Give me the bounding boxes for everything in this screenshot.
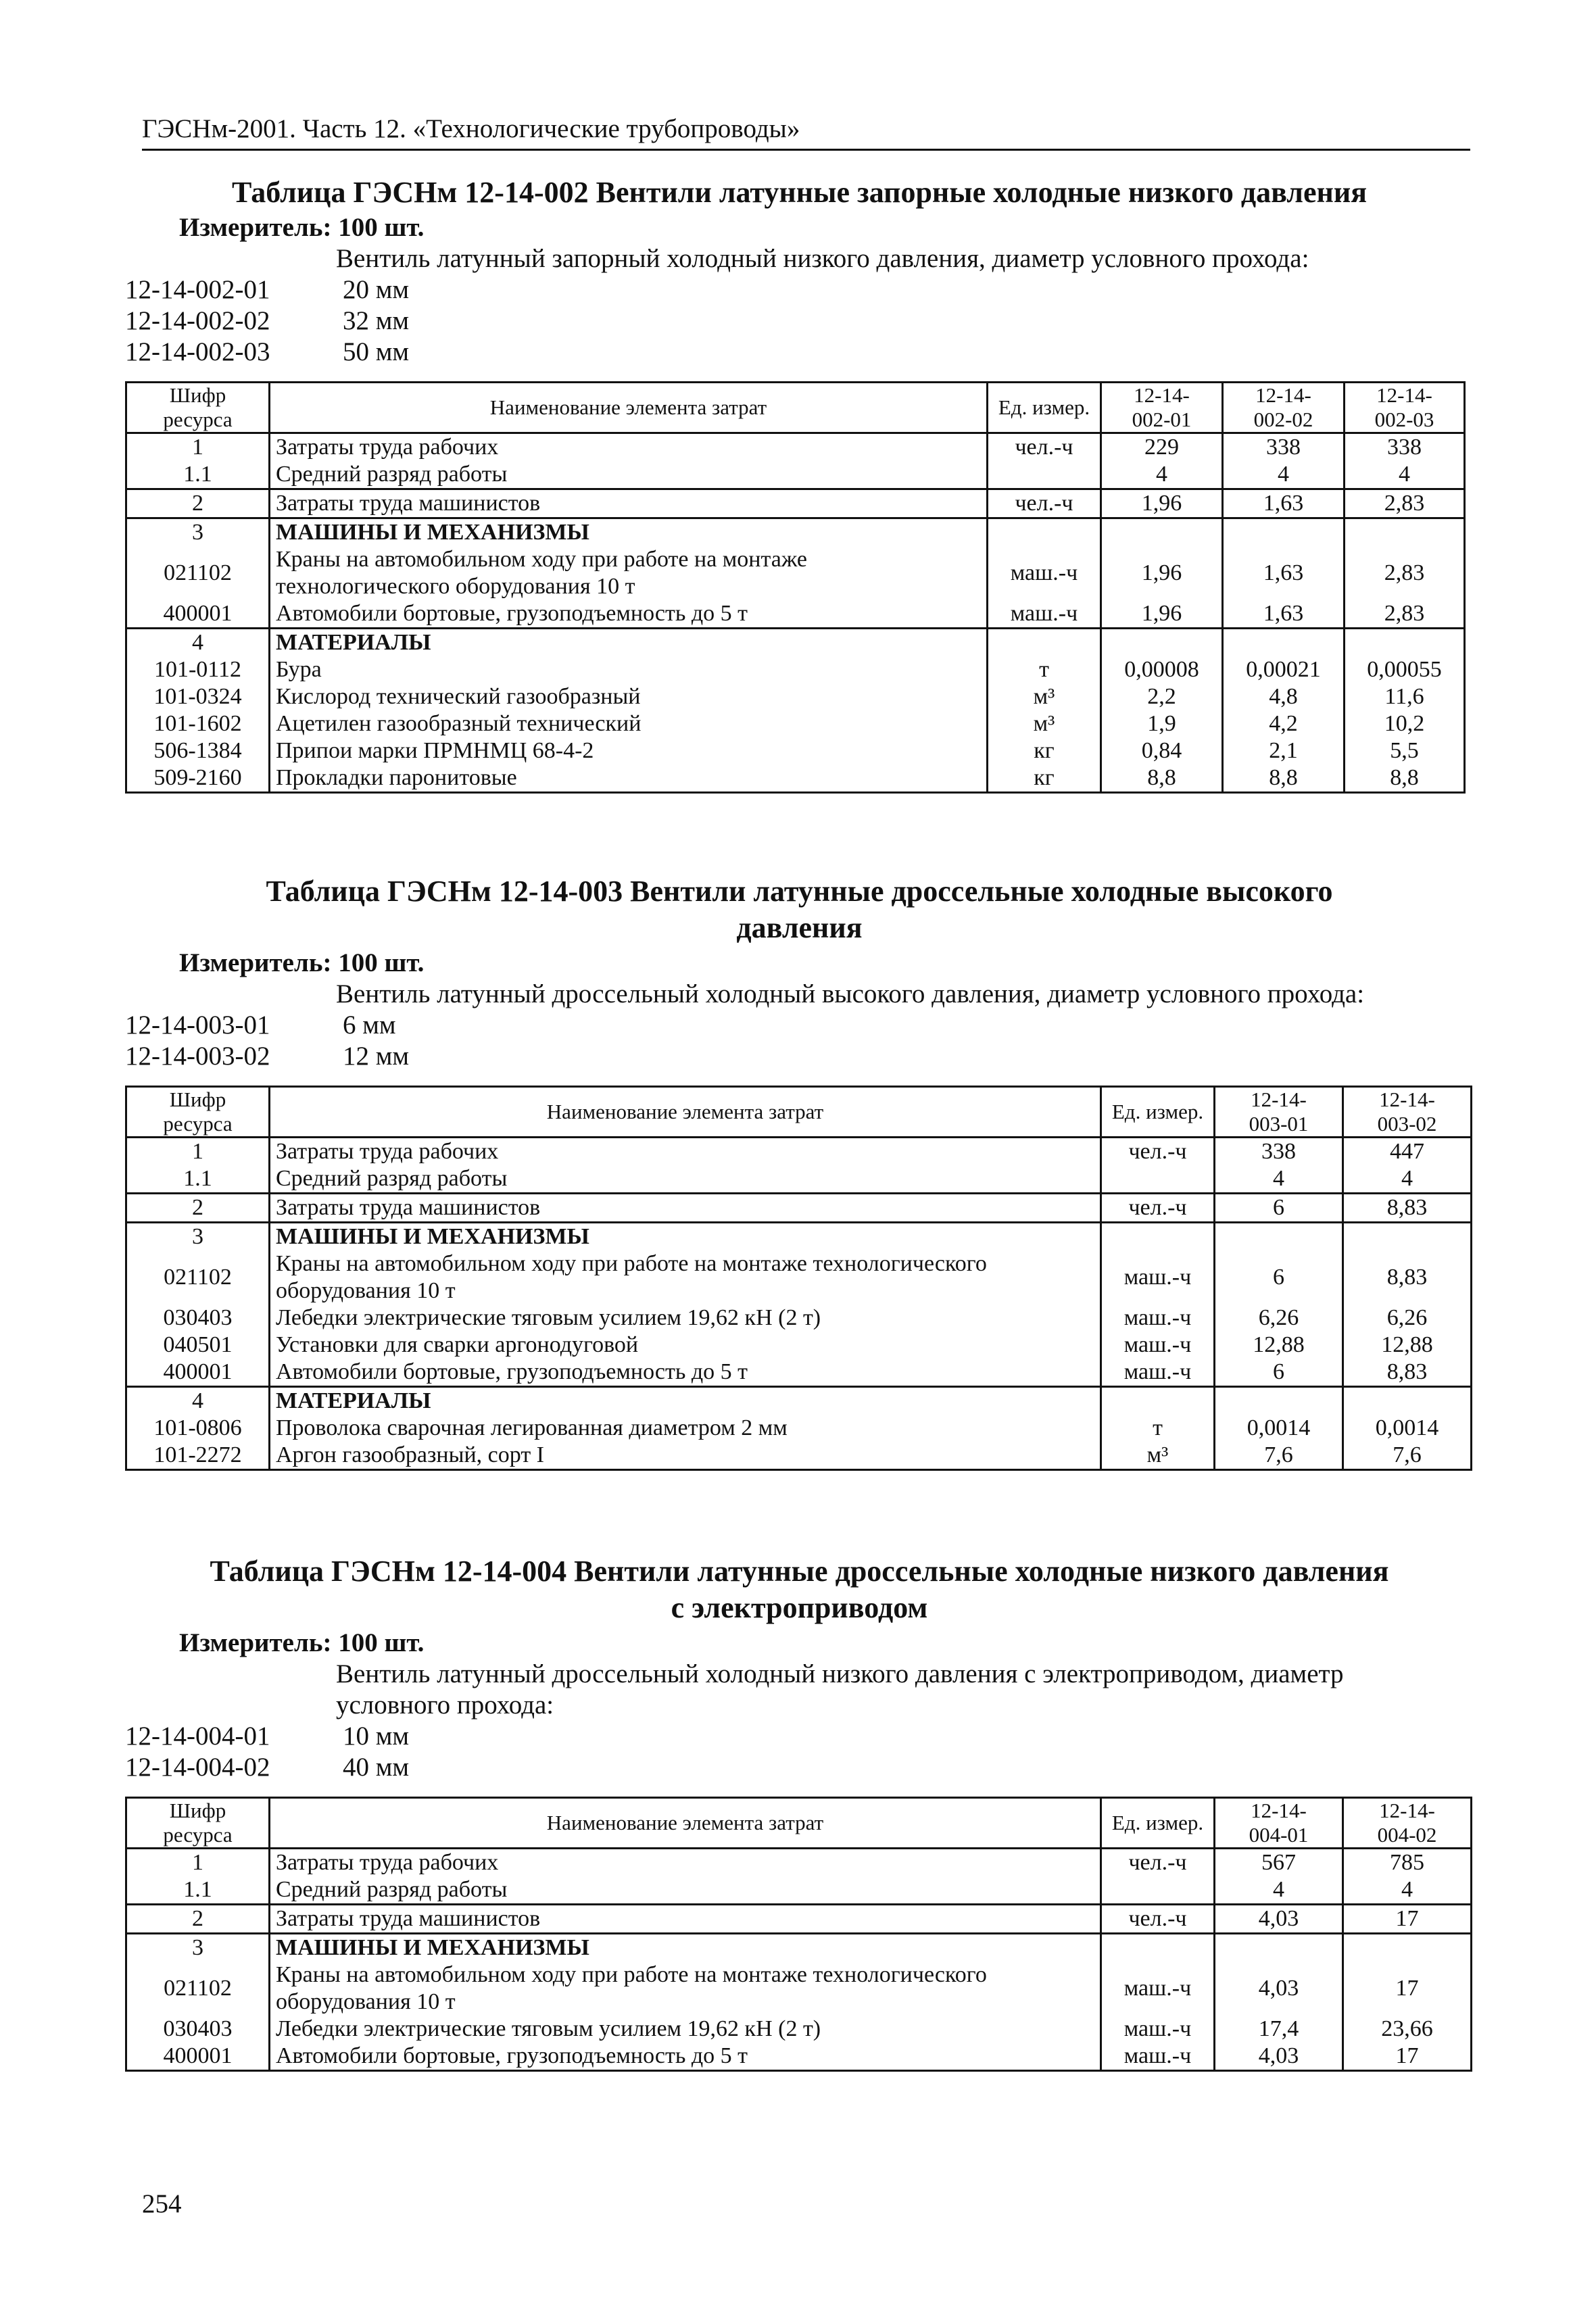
cost-element-name: МАТЕРИАЛЫ bbox=[270, 629, 988, 657]
cost-element-name: Затраты труда рабочих bbox=[270, 1138, 1101, 1166]
header-norm-line: 002-02 bbox=[1253, 408, 1313, 431]
unit-of-measure: маш.-ч bbox=[988, 546, 1101, 600]
measure-unit: Измеритель: 100 шт. bbox=[179, 948, 425, 977]
cost-element-name: Автомобили бортовые, грузоподъемность до 5 т bbox=[270, 2043, 1101, 2071]
unit-of-measure: кг bbox=[988, 737, 1101, 764]
unit-of-measure bbox=[1101, 1876, 1215, 1905]
unit-of-measure: маш.-ч bbox=[1101, 1359, 1215, 1387]
norm-value bbox=[1343, 1223, 1472, 1251]
unit-of-measure: маш.-ч bbox=[1101, 1961, 1215, 2016]
variant-code: 12-14-003-01 bbox=[125, 1010, 270, 1040]
unit-of-measure bbox=[1101, 1934, 1215, 1962]
header-norm-column bbox=[1345, 383, 1465, 433]
header-norm-line: 003-02 bbox=[1377, 1112, 1437, 1136]
resource-code: 4 bbox=[126, 1387, 270, 1415]
resource-code: 4 bbox=[126, 629, 270, 657]
norm-value: 1,96 bbox=[1101, 600, 1223, 629]
resource-code: 2 bbox=[126, 489, 270, 518]
header-norm-line: 12-14- bbox=[1379, 1799, 1435, 1822]
norm-value: 1,96 bbox=[1101, 489, 1223, 518]
table-row bbox=[126, 1332, 1472, 1359]
norm-value bbox=[1223, 518, 1345, 547]
table-section-12-14-003 bbox=[125, 873, 1474, 1471]
header-norm-line: 003-01 bbox=[1249, 1112, 1309, 1136]
table-row bbox=[126, 1442, 1472, 1470]
norm-value: 229 bbox=[1101, 433, 1223, 462]
header-norm-line: 12-14- bbox=[1376, 383, 1432, 407]
variant-line bbox=[125, 306, 1474, 337]
measure-unit: Измеритель: 100 шт. bbox=[179, 1628, 425, 1657]
header-code-line2: ресурса bbox=[163, 1823, 233, 1847]
norm-value: 7,6 bbox=[1215, 1442, 1343, 1470]
table-row bbox=[126, 629, 1465, 657]
norm-value: 2,83 bbox=[1345, 600, 1465, 629]
page-number: 254 bbox=[142, 2189, 182, 2218]
table-row bbox=[126, 764, 1465, 793]
cost-element-name: Краны на автомобильном ходу при работе на монтаже технологического оборудования 10 т bbox=[270, 1250, 1101, 1305]
norm-value bbox=[1343, 1387, 1472, 1415]
norm-value bbox=[1343, 1934, 1472, 1962]
resource-code: 400001 bbox=[126, 2043, 270, 2071]
resource-code: 021102 bbox=[126, 1961, 270, 2016]
norm-value: 4 bbox=[1223, 461, 1345, 489]
resource-table bbox=[125, 381, 1466, 794]
norm-value: 4 bbox=[1215, 1165, 1343, 1194]
description: Вентиль латунный дроссельный холодный низкого давления с электроприводом, диаметр условного прохода: bbox=[336, 1659, 1344, 1720]
norm-value bbox=[1101, 629, 1223, 657]
unit-of-measure bbox=[1101, 1223, 1215, 1251]
header-norm-column bbox=[1215, 1087, 1343, 1138]
table-row bbox=[126, 546, 1465, 600]
norm-value: 4 bbox=[1343, 1165, 1472, 1194]
norm-value bbox=[1101, 518, 1223, 547]
norm-value: 6 bbox=[1215, 1250, 1343, 1305]
norm-value: 12,88 bbox=[1343, 1332, 1472, 1359]
table-row bbox=[126, 1305, 1472, 1332]
norm-value: 2,1 bbox=[1223, 737, 1345, 764]
table-row bbox=[126, 1223, 1472, 1251]
norm-value: 11,6 bbox=[1345, 683, 1465, 710]
table-row bbox=[126, 2043, 1472, 2071]
variant-code: 12-14-004-01 bbox=[125, 1722, 270, 1751]
norm-value: 1,63 bbox=[1223, 546, 1345, 600]
table-row bbox=[126, 518, 1465, 547]
header-norm-column bbox=[1343, 1087, 1472, 1138]
unit-of-measure: т bbox=[988, 656, 1101, 683]
unit-of-measure: чел.-ч bbox=[1101, 1194, 1215, 1223]
resource-code: 101-0324 bbox=[126, 683, 270, 710]
unit-of-measure: м³ bbox=[1101, 1442, 1215, 1470]
description: Вентиль латунный запорный холодный низкого давления, диаметр условного прохода: bbox=[336, 244, 1309, 273]
norm-value: 17,4 bbox=[1215, 2016, 1343, 2043]
resource-code: 021102 bbox=[126, 546, 270, 600]
norm-value: 338 bbox=[1215, 1138, 1343, 1166]
norm-value: 2,2 bbox=[1101, 683, 1223, 710]
norm-value: 338 bbox=[1345, 433, 1465, 462]
table-title: Таблица ГЭСНм 12-14-004 Вентили латунные дроссельные холодные низкого давления с электроприводом bbox=[210, 1555, 1389, 1624]
cost-element-name: Проволока сварочная легированная диаметром 2 мм bbox=[270, 1415, 1101, 1442]
variant-line bbox=[125, 337, 1474, 368]
header-code-line1: Шифр bbox=[169, 383, 226, 407]
norm-value: 785 bbox=[1343, 1849, 1472, 1877]
unit-of-measure: м³ bbox=[988, 683, 1101, 710]
resource-table bbox=[125, 1086, 1472, 1471]
cost-element-name: МАТЕРИАЛЫ bbox=[270, 1387, 1101, 1415]
table-row bbox=[126, 1849, 1472, 1877]
norm-value: 6 bbox=[1215, 1359, 1343, 1387]
resource-code: 400001 bbox=[126, 600, 270, 629]
variant-line bbox=[125, 1041, 1474, 1072]
cost-element-name: Средний разряд работы bbox=[270, 461, 988, 489]
header-row bbox=[126, 1798, 1472, 1849]
variant-diameter: 12 мм bbox=[343, 1042, 410, 1071]
resource-code: 1.1 bbox=[126, 1876, 270, 1905]
cost-element-name: Лебедки электрические тяговым усилием 19,62 кН (2 т) bbox=[270, 1305, 1101, 1332]
unit-of-measure: чел.-ч bbox=[1101, 1849, 1215, 1877]
variant-diameter: 6 мм bbox=[343, 1010, 396, 1040]
unit-of-measure: чел.-ч bbox=[988, 489, 1101, 518]
table-row bbox=[126, 1934, 1472, 1962]
variant-code: 12-14-003-02 bbox=[125, 1042, 270, 1071]
resource-code: 021102 bbox=[126, 1250, 270, 1305]
header-name: Наименование элемента затрат bbox=[270, 1087, 1101, 1138]
norm-value: 8,83 bbox=[1343, 1250, 1472, 1305]
header-code-line2: ресурса bbox=[163, 1112, 233, 1136]
cost-element-name: Средний разряд работы bbox=[270, 1876, 1101, 1905]
norm-value: 447 bbox=[1343, 1138, 1472, 1166]
resource-code: 506-1384 bbox=[126, 737, 270, 764]
norm-value bbox=[1345, 518, 1465, 547]
unit-of-measure: кг bbox=[988, 764, 1101, 793]
cost-element-name: Кислород технический газообразный bbox=[270, 683, 988, 710]
norm-value: 8,8 bbox=[1101, 764, 1223, 793]
table-row bbox=[126, 1359, 1472, 1387]
unit-of-measure bbox=[988, 518, 1101, 547]
header-norm-line: 12-14- bbox=[1379, 1088, 1435, 1111]
header-row bbox=[126, 1087, 1472, 1138]
norm-value: 4 bbox=[1215, 1876, 1343, 1905]
norm-value bbox=[1345, 629, 1465, 657]
header-norm-line: 002-01 bbox=[1132, 408, 1192, 431]
norm-value bbox=[1215, 1934, 1343, 1962]
cost-element-name: Затраты труда рабочих bbox=[270, 433, 988, 462]
header-norm-line: 12-14- bbox=[1251, 1088, 1307, 1111]
table-row bbox=[126, 683, 1465, 710]
norm-value: 0,00008 bbox=[1101, 656, 1223, 683]
table-row bbox=[126, 2016, 1472, 2043]
resource-code: 400001 bbox=[126, 1359, 270, 1387]
variant-diameter: 10 мм bbox=[343, 1722, 410, 1751]
cost-element-name: Автомобили бортовые, грузоподъемность до 5 т bbox=[270, 1359, 1101, 1387]
norm-value: 567 bbox=[1215, 1849, 1343, 1877]
cost-element-name: Бура bbox=[270, 656, 988, 683]
cost-element-name: Затраты труда рабочих bbox=[270, 1849, 1101, 1877]
resource-code: 2 bbox=[126, 1905, 270, 1934]
norm-value: 17 bbox=[1343, 1905, 1472, 1934]
cost-element-name: Установки для сварки аргонодуговой bbox=[270, 1332, 1101, 1359]
resource-code: 040501 bbox=[126, 1332, 270, 1359]
variant-line bbox=[125, 1721, 1474, 1752]
header-code bbox=[126, 1087, 270, 1138]
header-norm-line: 12-14- bbox=[1134, 383, 1190, 407]
unit-of-measure: маш.-ч bbox=[1101, 2016, 1215, 2043]
header-code-line1: Шифр bbox=[169, 1088, 226, 1111]
norm-value bbox=[1215, 1387, 1343, 1415]
header-norm-line: 004-01 bbox=[1249, 1823, 1309, 1847]
unit-of-measure: маш.-ч bbox=[1101, 1305, 1215, 1332]
table-row bbox=[126, 1961, 1472, 2016]
norm-value: 8,8 bbox=[1223, 764, 1345, 793]
table-row bbox=[126, 656, 1465, 683]
header-norm-column bbox=[1101, 383, 1223, 433]
table-row bbox=[126, 461, 1465, 489]
unit-of-measure: маш.-ч bbox=[988, 600, 1101, 629]
norm-value: 4 bbox=[1345, 461, 1465, 489]
resource-code: 1.1 bbox=[126, 461, 270, 489]
resource-code: 030403 bbox=[126, 2016, 270, 2043]
measure-unit: Измеритель: 100 шт. bbox=[179, 213, 425, 242]
table-row bbox=[126, 1415, 1472, 1442]
variant-line bbox=[125, 1010, 1474, 1041]
resource-code: 101-0806 bbox=[126, 1415, 270, 1442]
unit-of-measure: маш.-ч bbox=[1101, 2043, 1215, 2071]
resource-code: 1 bbox=[126, 1138, 270, 1166]
header-code-line1: Шифр bbox=[169, 1799, 226, 1822]
norm-value: 8,83 bbox=[1343, 1359, 1472, 1387]
header-code bbox=[126, 1798, 270, 1849]
norm-value: 0,00021 bbox=[1223, 656, 1345, 683]
norm-value: 12,88 bbox=[1215, 1332, 1343, 1359]
cost-element-name: Автомобили бортовые, грузоподъемность до 5 т bbox=[270, 600, 988, 629]
table-row bbox=[126, 600, 1465, 629]
unit-of-measure: чел.-ч bbox=[1101, 1905, 1215, 1934]
norm-value: 338 bbox=[1223, 433, 1345, 462]
header-name: Наименование элемента затрат bbox=[270, 383, 988, 433]
table-row bbox=[126, 710, 1465, 737]
table-row bbox=[126, 1250, 1472, 1305]
unit-of-measure: чел.-ч bbox=[988, 433, 1101, 462]
table-row bbox=[126, 489, 1465, 518]
norm-value: 4 bbox=[1101, 461, 1223, 489]
header-unit: Ед. измер. bbox=[1101, 1798, 1215, 1849]
unit-of-measure: м³ bbox=[988, 710, 1101, 737]
cost-element-name: Аргон газообразный, сорт I bbox=[270, 1442, 1101, 1470]
norm-value: 1,9 bbox=[1101, 710, 1223, 737]
norm-value: 0,0014 bbox=[1215, 1415, 1343, 1442]
cost-element-name: Ацетилен газообразный технический bbox=[270, 710, 988, 737]
cost-element-name: Припои марки ПРМНМЦ 68-4-2 bbox=[270, 737, 988, 764]
header-norm-line: 004-02 bbox=[1377, 1823, 1437, 1847]
variant-line bbox=[125, 1752, 1474, 1783]
resource-code: 2 bbox=[126, 1194, 270, 1223]
resource-code: 101-0112 bbox=[126, 656, 270, 683]
norm-value: 4,8 bbox=[1223, 683, 1345, 710]
header-unit: Ед. измер. bbox=[1101, 1087, 1215, 1138]
cost-element-name: Краны на автомобильном ходу при работе на монтаже технологического оборудования 10 т bbox=[270, 1961, 1101, 2016]
variant-diameter: 40 мм bbox=[343, 1753, 410, 1782]
cost-element-name: Средний разряд работы bbox=[270, 1165, 1101, 1194]
norm-value: 6 bbox=[1215, 1194, 1343, 1223]
norm-value: 0,84 bbox=[1101, 737, 1223, 764]
norm-value: 4,03 bbox=[1215, 1961, 1343, 2016]
norm-value: 4 bbox=[1343, 1876, 1472, 1905]
resource-code: 3 bbox=[126, 1934, 270, 1962]
table-section-12-14-004 bbox=[125, 1553, 1474, 2072]
norm-value: 4,03 bbox=[1215, 2043, 1343, 2071]
table-row bbox=[126, 433, 1465, 462]
norm-value: 17 bbox=[1343, 2043, 1472, 2071]
cost-element-name: Прокладки паронитовые bbox=[270, 764, 988, 793]
variant-line bbox=[125, 274, 1474, 306]
norm-value: 2,83 bbox=[1345, 489, 1465, 518]
variant-diameter: 50 мм bbox=[343, 337, 410, 366]
resource-code: 1 bbox=[126, 433, 270, 462]
resource-code: 509-2160 bbox=[126, 764, 270, 793]
norm-value: 10,2 bbox=[1345, 710, 1465, 737]
variant-code: 12-14-004-02 bbox=[125, 1753, 270, 1782]
table-row bbox=[126, 1876, 1472, 1905]
unit-of-measure: чел.-ч bbox=[1101, 1138, 1215, 1166]
cost-element-name: МАШИНЫ И МЕХАНИЗМЫ bbox=[270, 518, 988, 547]
table-title: Таблица ГЭСНм 12-14-003 Вентили латунные дроссельные холодные высокого давления bbox=[266, 875, 1333, 944]
unit-of-measure: маш.-ч bbox=[1101, 1250, 1215, 1305]
header-name: Наименование элемента затрат bbox=[270, 1798, 1101, 1849]
header-code bbox=[126, 383, 270, 433]
unit-of-measure bbox=[1101, 1165, 1215, 1194]
header-norm-column bbox=[1343, 1798, 1472, 1849]
cost-element-name: Затраты труда машинистов bbox=[270, 1194, 1101, 1223]
unit-of-measure bbox=[1101, 1387, 1215, 1415]
variant-code: 12-14-002-03 bbox=[125, 337, 270, 366]
resource-code: 1.1 bbox=[126, 1165, 270, 1194]
resource-table bbox=[125, 1797, 1472, 2072]
norm-value: 8,8 bbox=[1345, 764, 1465, 793]
norm-value: 1,63 bbox=[1223, 489, 1345, 518]
norm-value: 7,6 bbox=[1343, 1442, 1472, 1470]
norm-value: 17 bbox=[1343, 1961, 1472, 2016]
table-row bbox=[126, 1165, 1472, 1194]
resource-code: 101-1602 bbox=[126, 710, 270, 737]
norm-value: 1,96 bbox=[1101, 546, 1223, 600]
variant-code: 12-14-002-01 bbox=[125, 275, 270, 304]
norm-value: 6,26 bbox=[1343, 1305, 1472, 1332]
resource-code: 1 bbox=[126, 1849, 270, 1877]
unit-of-measure: т bbox=[1101, 1415, 1215, 1442]
header-code-line2: ресурса bbox=[163, 408, 233, 431]
cost-element-name: Лебедки электрические тяговым усилием 19,62 кН (2 т) bbox=[270, 2016, 1101, 2043]
unit-of-measure bbox=[988, 629, 1101, 657]
resource-code: 030403 bbox=[126, 1305, 270, 1332]
header-unit: Ед. измер. bbox=[988, 383, 1101, 433]
norm-value: 5,5 bbox=[1345, 737, 1465, 764]
cost-element-name: Затраты труда машинистов bbox=[270, 1905, 1101, 1934]
header-norm-line: 12-14- bbox=[1255, 383, 1311, 407]
cost-element-name: Затраты труда машинистов bbox=[270, 489, 988, 518]
norm-value: 4,03 bbox=[1215, 1905, 1343, 1934]
norm-value: 8,83 bbox=[1343, 1194, 1472, 1223]
resource-code: 3 bbox=[126, 1223, 270, 1251]
norm-value: 23,66 bbox=[1343, 2016, 1472, 2043]
norm-value: 2,83 bbox=[1345, 546, 1465, 600]
header-norm-line: 12-14- bbox=[1251, 1799, 1307, 1822]
table-row bbox=[126, 1387, 1472, 1415]
unit-of-measure bbox=[988, 461, 1101, 489]
variant-code: 12-14-002-02 bbox=[125, 306, 270, 335]
norm-value: 6,26 bbox=[1215, 1305, 1343, 1332]
header-norm-line: 002-03 bbox=[1374, 408, 1434, 431]
table-title: Таблица ГЭСНм 12-14-002 Вентили латунные запорные холодные низкого давления bbox=[231, 176, 1368, 209]
norm-value: 0,00055 bbox=[1345, 656, 1465, 683]
table-row bbox=[126, 737, 1465, 764]
norm-value bbox=[1215, 1223, 1343, 1251]
norm-value bbox=[1223, 629, 1345, 657]
norm-value: 4,2 bbox=[1223, 710, 1345, 737]
table-row bbox=[126, 1905, 1472, 1934]
variant-diameter: 32 мм bbox=[343, 306, 410, 335]
table-row bbox=[126, 1194, 1472, 1223]
table-section-12-14-002 bbox=[125, 174, 1474, 794]
running-header: ГЭСНм-2001. Часть 12. «Технологические трубопроводы» bbox=[142, 114, 1470, 151]
resource-code: 101-2272 bbox=[126, 1442, 270, 1470]
description: Вентиль латунный дроссельный холодный высокого давления, диаметр условного прохода: bbox=[336, 979, 1365, 1008]
cost-element-name: МАШИНЫ И МЕХАНИЗМЫ bbox=[270, 1223, 1101, 1251]
header-norm-column bbox=[1215, 1798, 1343, 1849]
cost-element-name: МАШИНЫ И МЕХАНИЗМЫ bbox=[270, 1934, 1101, 1962]
unit-of-measure: маш.-ч bbox=[1101, 1332, 1215, 1359]
header-row bbox=[126, 383, 1465, 433]
resource-code: 3 bbox=[126, 518, 270, 547]
norm-value: 1,63 bbox=[1223, 600, 1345, 629]
variant-diameter: 20 мм bbox=[343, 275, 410, 304]
norm-value: 0,0014 bbox=[1343, 1415, 1472, 1442]
cost-element-name: Краны на автомобильном ходу при работе на монтаже технологического оборудования 10 т bbox=[270, 546, 988, 600]
header-norm-column bbox=[1223, 383, 1345, 433]
table-row bbox=[126, 1138, 1472, 1166]
